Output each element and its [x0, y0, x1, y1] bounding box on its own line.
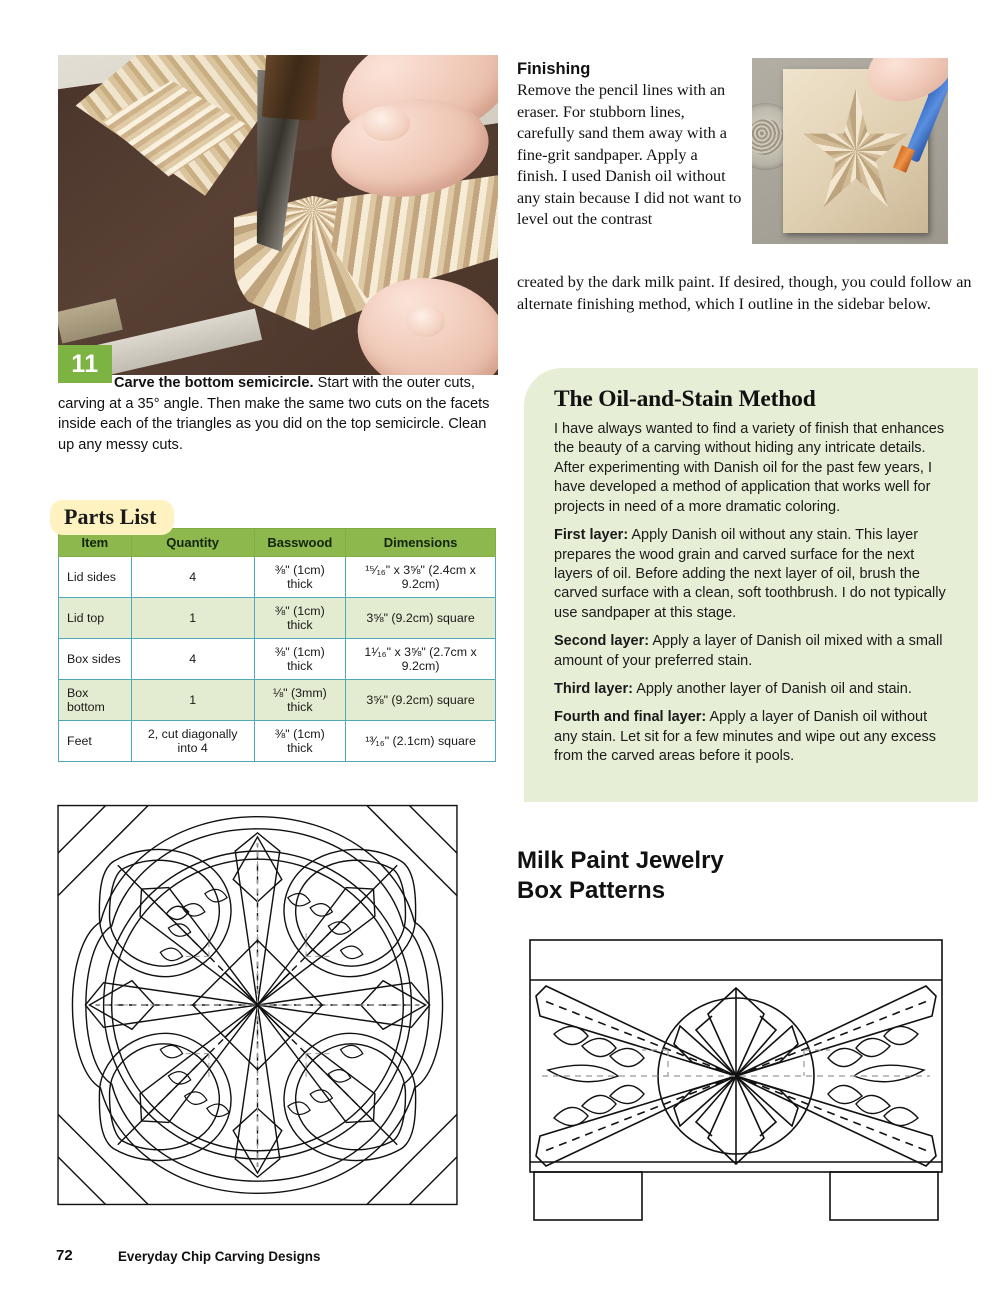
finishing-text-1: Remove the pencil lines with an eraser. For stubborn lines, carefully sand them away with a fine-grit sandpaper.: [517, 81, 727, 164]
finishing-heading: Finishing: [517, 60, 591, 78]
sidebar-intro-paragraph: I have always wanted to find a variety of finish that enhances the beauty of a carving without hiding any intricate details. After experimenting with Danish oil for the past few years, I have developed a method of application that works well for projects in need of a more dramatic coloring.: [554, 421, 945, 515]
cell-dimensions: 1¹⁄₁₆" x 3⅝" (2.7cm x 9.2cm): [346, 639, 496, 680]
step-caption-text: Start with the outer cuts, carving at a 35° angle. Then make the same two cuts on the facets inside each of the triangles as you did on the top semicircle. Clean up any messy cuts.: [58, 375, 490, 454]
cell-basswood: ⅜" (1cm) thick: [254, 639, 346, 680]
cell-quantity: 1: [131, 680, 254, 721]
column-header-quantity: Quantity: [131, 529, 254, 557]
finishing-paragraph-1: [517, 80, 742, 231]
cell-quantity: 4: [131, 557, 254, 598]
column-header-dimensions: Dimensions: [346, 529, 496, 557]
sidebar-heading: The Oil-and-Stain Method: [554, 386, 816, 412]
sidebar-layer-fourth: [554, 708, 954, 766]
page-number: 72: [56, 1247, 73, 1264]
patterns-heading-line2: Box Patterns: [517, 876, 666, 904]
parts-list-table: [58, 528, 496, 762]
cell-item: Box bottom: [59, 680, 132, 721]
layer-label: Third layer:: [554, 681, 633, 698]
book-title-footer: Everyday Chip Carving Designs: [118, 1249, 321, 1264]
column-header-item: Item: [59, 529, 132, 557]
column-header-basswood: Basswood: [254, 529, 346, 557]
layer-text: Apply a layer of Danish oil without any stain. Let sit for a few minutes and wipe out any excess from the carved areas before it pools.: [554, 709, 937, 765]
table-row: [59, 680, 496, 721]
sidebar-layer-first: [554, 526, 954, 623]
finishing-text-2: Apply a finish. I used Danish oil without any stain because I did not want to level out the contrast: [517, 145, 742, 229]
cell-basswood: ⅜" (1cm) thick: [254, 598, 346, 639]
carved-star-motif: [801, 89, 911, 213]
table-row: [59, 598, 496, 639]
step-caption-bold: Carve the bottom semicircle.: [114, 375, 314, 391]
cell-item: Box sides: [59, 639, 132, 680]
sidebar-layer-second: [554, 632, 954, 671]
lid-top-pattern: [55, 800, 460, 1210]
layer-label: Second layer:: [554, 633, 650, 650]
step-number-badge: 11: [58, 345, 112, 383]
cell-item: Lid sides: [59, 557, 132, 598]
cell-dimensions: ¹³⁄₁₆" (2.1cm) square: [346, 721, 496, 762]
cell-basswood: ⅜" (1cm) thick: [254, 721, 346, 762]
cell-basswood: ⅜" (1cm) thick: [254, 557, 346, 598]
cell-basswood: ⅛" (3mm) thick: [254, 680, 346, 721]
patterns-heading: [517, 846, 724, 906]
layer-label: Fourth and final layer:: [554, 709, 707, 726]
finished-box-photo: [752, 58, 948, 244]
cell-dimensions: 3⅝" (9.2cm) square: [346, 680, 496, 721]
cell-item: Lid top: [59, 598, 132, 639]
cell-quantity: 4: [131, 639, 254, 680]
layer-label: First layer:: [554, 527, 629, 544]
sidebar-layer-third: [554, 680, 954, 699]
cell-item: Feet: [59, 721, 132, 762]
layer-text: Apply a layer of Danish oil mixed with a small amount of your preferred stain.: [554, 633, 943, 669]
step-photo: [58, 55, 498, 375]
oil-and-stain-sidebar: [524, 368, 978, 802]
layer-text: Apply another layer of Danish oil and stain.: [632, 681, 912, 698]
patterns-heading-line1: Milk Paint Jewelry: [517, 847, 724, 874]
finishing-paragraph-2: created by the dark milk paint. If desired, though, you could follow an alternate finishing method, which I outline in the sidebar below.: [517, 273, 972, 313]
table-row: [59, 721, 496, 762]
cell-dimensions: 3⅝" (9.2cm) square: [346, 598, 496, 639]
fingernail: [406, 305, 446, 337]
table-row: [59, 557, 496, 598]
table-row: [59, 639, 496, 680]
cell-quantity: 1: [131, 598, 254, 639]
cell-dimensions: ¹⁵⁄₁₆" x 3⅝" (2.4cm x 9.2cm): [346, 557, 496, 598]
layer-text: Apply Danish oil without any stain. This layer prepares the wood grain and carved surface for the next layers of oil. Before adding the next layer of oil, brush the carved surface with a clean, soft toothbrush. I do not typically use sandpaper at this stage.: [554, 527, 946, 621]
parts-list-label: Parts List: [50, 500, 174, 535]
step-caption: [58, 373, 498, 456]
cell-quantity: 2, cut diagonally into 4: [131, 721, 254, 762]
box-side-pattern: [520, 930, 952, 1232]
carving-knife-handle: [262, 55, 322, 121]
